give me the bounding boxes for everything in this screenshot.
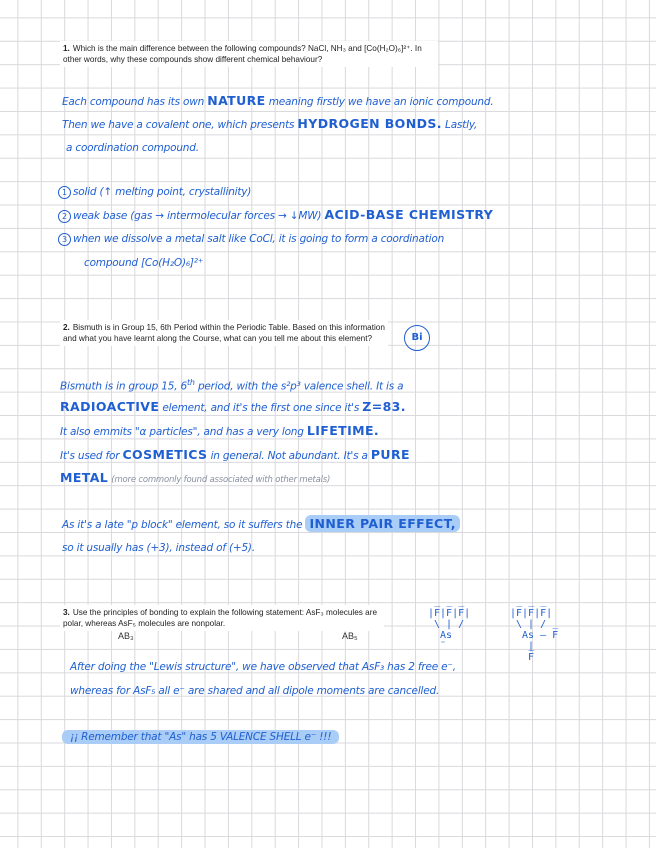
label-ab3: AB₃ bbox=[118, 631, 134, 641]
question-2 bbox=[60, 320, 388, 346]
answer-2-inert-line-2: so it usually has (+3), instead of (+5). bbox=[62, 542, 255, 554]
answer-2-line-5: METAL (more commonly found associated with other metals) bbox=[60, 470, 331, 485]
answer-1-line-2: Then we have a covalent one, which presents HYDROGEN BONDS. Lastly, bbox=[62, 116, 478, 131]
question-2-text: Bismuth is in Group 15, 6th Period within the Periodic Table. Based on this information and what you have learnt along the Course, what can you tell me about this element? bbox=[63, 323, 385, 343]
answer-2-line-4: It's used for COSMETICS in general. Not abundant. It's a PURE bbox=[60, 447, 410, 462]
answer-1-point-3-continued: compound [Co(H₂O)₆]²⁺ bbox=[84, 257, 204, 269]
point-number-badge: 1 bbox=[58, 186, 71, 199]
answer-2-line-2: RADIOACTIVE element, and it's the first one since it's Z=83. bbox=[60, 399, 406, 414]
answer-1-line-1: Each compound has its own NATURE meaning firstly we have an ionic compound. bbox=[62, 93, 494, 108]
bismuth-symbol-circle: Bi bbox=[404, 325, 430, 351]
question-1-number: 1. bbox=[63, 44, 70, 53]
answer-2-line-1: Bismuth is in group 15, 6th period, with the s²p³ valence shell. It is a bbox=[60, 378, 404, 393]
lewis-structure-asf5: |F̅|F̅|F̅| \ | / As — F̅ | F̅ bbox=[510, 608, 559, 663]
point-number-badge: 2 bbox=[58, 210, 71, 223]
reminder-highlight: ¡¡ Remember that "As" has 5 VALENCE SHELL e⁻ !!! bbox=[62, 730, 339, 744]
answer-3-line-2: whereas for AsF₅ all e⁻ are shared and all dipole moments are cancelled. bbox=[70, 685, 440, 697]
grey-note: (more commonly found associated with other metals) bbox=[111, 475, 331, 485]
label-ab5: AB₅ bbox=[342, 631, 358, 641]
inert-pair-highlight: INNER PAIR EFFECT, bbox=[305, 515, 459, 532]
answer-1-point-2: 2 weak base (gas → intermolecular forces → ↓MW) ACID-BASE CHEMISTRY bbox=[58, 209, 493, 223]
question-1 bbox=[60, 41, 438, 67]
answer-1-point-1: 1 solid (↑ melting point, crystallinity) bbox=[58, 186, 251, 199]
answer-1-point-3: 3 when we dissolve a metal salt like CoCl, it is going to form a coordination bbox=[58, 233, 444, 246]
question-1-text: Which is the main difference between the following compounds? NaCl, NH₃ and [Co(H₂O)₆]²⁺. In other words, why these compounds show different chemical behaviour? bbox=[63, 44, 422, 64]
answer-1-line-3: a coordination compound. bbox=[66, 142, 199, 154]
lewis-structure-asf3: |F̅|F̅|F̅| \ | / As ¨ bbox=[428, 608, 471, 652]
reminder-note bbox=[62, 731, 339, 743]
answer-2-inert-line-1: As it's a late "p block" element, so it suffers the INNER PAIR EFFECT, bbox=[62, 518, 460, 531]
question-3-number: 3. bbox=[63, 608, 70, 617]
question-2-number: 2. bbox=[63, 323, 70, 332]
question-3-text: Use the principles of bonding to explain the following statement: AsF₃ molecules are polar, whereas AsF₅ molecules are nonpolar. bbox=[63, 608, 378, 628]
question-3 bbox=[60, 605, 384, 631]
answer-2-line-3: It also emmits "α particles", and has a very long LIFETIME. bbox=[60, 423, 380, 438]
answer-3-line-1: After doing the "Lewis structure", we have observed that AsF₃ has 2 free e⁻, bbox=[70, 661, 456, 673]
point-number-badge: 3 bbox=[58, 233, 71, 246]
